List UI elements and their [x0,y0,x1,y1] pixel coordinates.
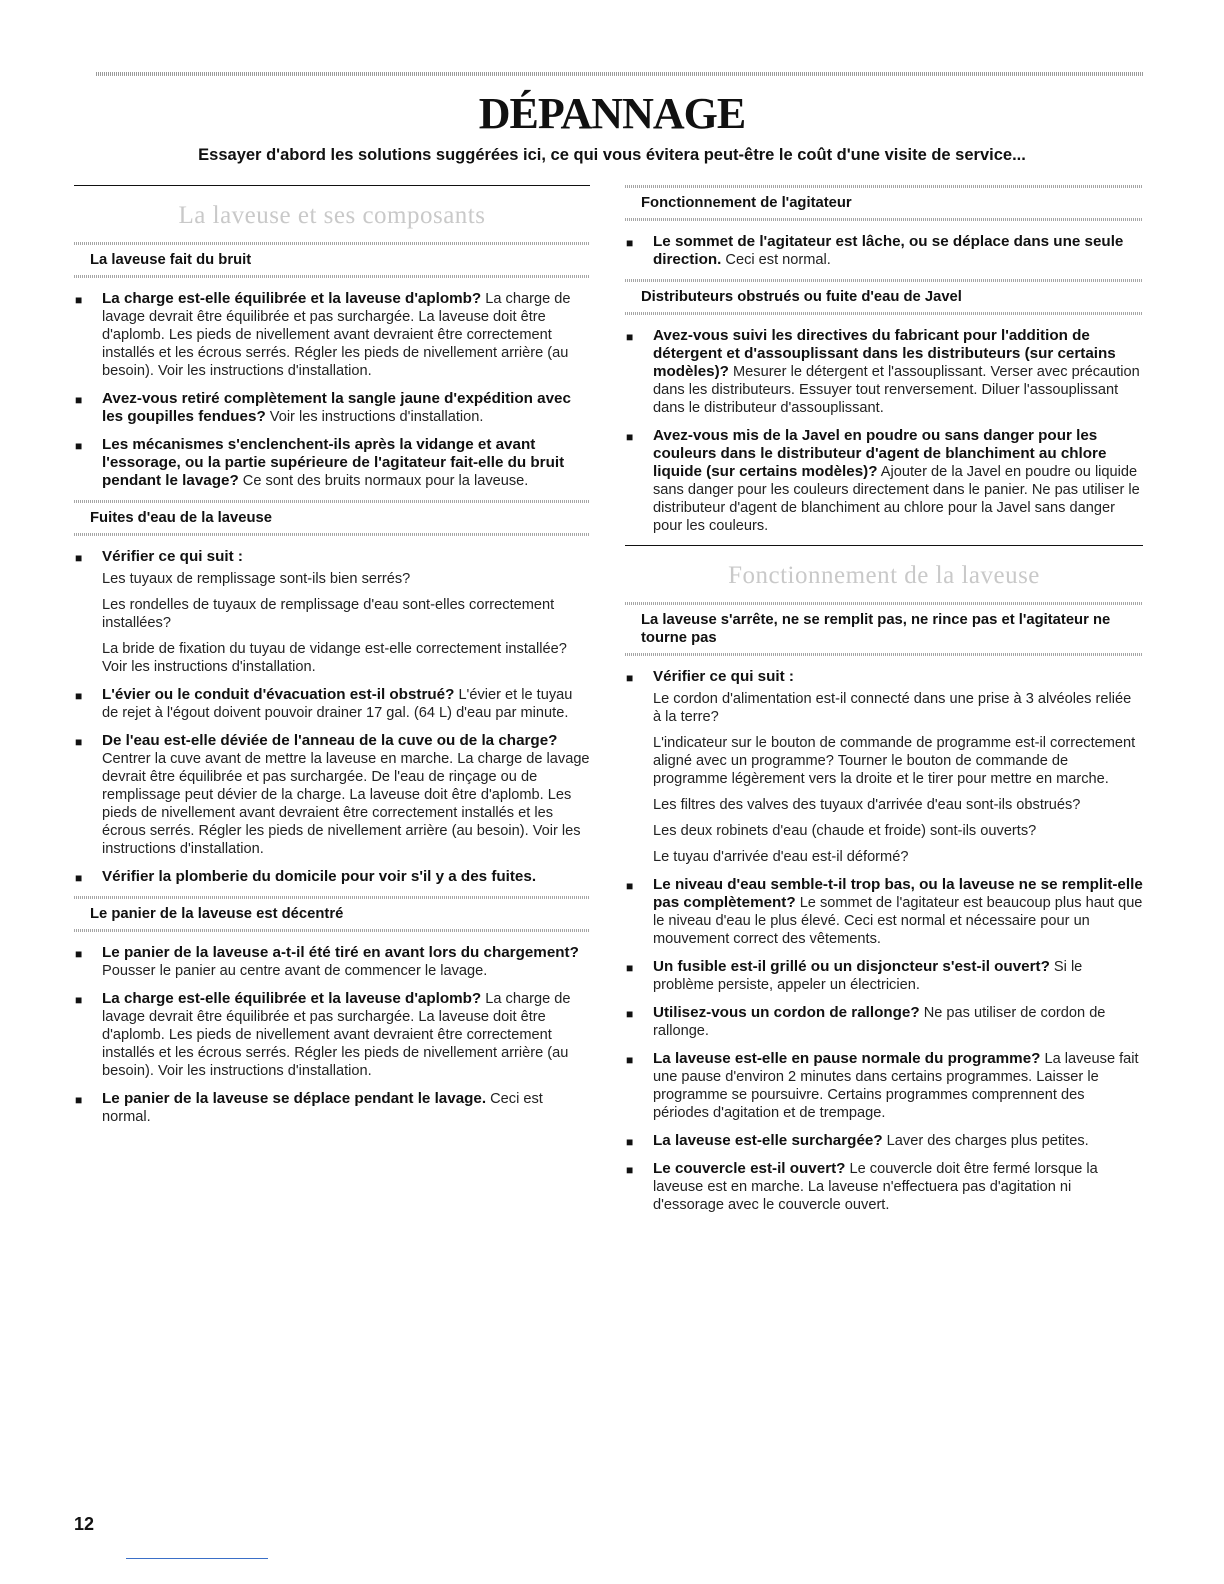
issue-heading-basket: Le panier de la laveuse est décentré [90,906,344,922]
item-answer: La charge de lavage devrait être équilibrée et pas surchargée. La laveuse doit être d'aplomb. Les pieds de nivellement avant devraient être correctement installés et les écrous serrés. Régler les pieds de nivellement arrière (au besoin). Voir les instructions d'installation. [102,291,571,379]
list-item [625,668,1143,866]
item-answer: Le couvercle doit être fermé lorsque la laveuse est en marche. La laveuse n'effectuera pas d'agitation ni d'essorage avec le couvercle ouvert. [653,1161,1098,1213]
item-answer: L'évier et le tuyau de rejet à l'égout doivent pouvoir drainer 17 gal. (64 L) d'eau par minute. [102,687,573,721]
section-rule [74,185,590,186]
check-line: La bride de fixation du tuyau de vidange est-elle correctement installée? Voir les instructions d'installation. [102,641,567,675]
check-line: Les filtres des valves des tuyaux d'arrivée d'eau sont-ils obstrués? [653,797,1081,813]
item-question: La laveuse est-elle surchargée? [653,1132,883,1149]
list-item [74,944,590,980]
check-label: Vérifier ce qui suit : [653,668,794,685]
section-rule [625,545,1143,546]
square-bullet-icon: ■ [75,439,83,453]
item-question: La charge est-elle équilibrée et la laveuse d'aplomb? [102,290,482,307]
footer-link-line [126,1558,268,1559]
item-question: Avez-vous retiré complètement la sangle jaune d'expédition avec les goupilles fendues? [102,390,571,425]
list-item [625,1050,1143,1122]
list-item [74,290,590,380]
item-answer: Si le problème persiste, appeler un électricien. [653,959,1083,993]
check-line: L'indicateur sur le bouton de commande de programme est-il correctement aligné avec un programme? Tourner le bouton de commande de programme légèrement vers la droite et le tirer pour mettre en marche. [653,735,1136,787]
item-question: Avez-vous mis de la Javel en poudre ou sans danger pour les couleurs dans le distributeur d'agent de blanchiment au chlore liquide (sur certains modèles)? [653,427,1107,480]
list-item [625,233,1143,269]
square-bullet-icon: ■ [75,551,83,565]
dotted-rule [74,929,590,932]
item-question: Le panier de la laveuse se déplace pendant le lavage. [102,1090,487,1107]
square-bullet-icon: ■ [75,871,83,885]
square-bullet-icon: ■ [626,330,634,344]
item-answer: Laver des charges plus petites. [882,1133,1089,1149]
page-number: 12 [74,1514,95,1534]
item-answer: Ajouter de la Javel en poudre ou liquide sans danger pour les couleurs directement dans le panier. Ne pas utiliser le distributeur d'agent de blanchiment au chlore pour la Javel sans danger pour les couleurs. [653,464,1140,534]
item-answer: Ne pas utiliser de cordon de rallonge. [653,1005,1106,1039]
square-bullet-icon: ■ [75,947,83,961]
check-label: Vérifier ce qui suit : [102,548,243,565]
square-bullet-icon: ■ [626,1053,634,1067]
right-column [625,185,1143,1224]
list-item [74,1090,590,1126]
top-dotted-rule [96,72,1144,76]
list-item [74,732,590,858]
dotted-rule [74,275,590,278]
square-bullet-icon: ■ [75,689,83,703]
list-item [74,990,590,1080]
list-item [625,1160,1143,1214]
list-item [625,958,1143,994]
check-line: Les deux robinets d'eau (chaude et froide) sont-ils ouverts? [653,823,1037,839]
item-answer: La laveuse fait une pause d'environ 2 minutes dans certains programmes. Laisser le programme se poursuivre. Certains programmes comprennent des périodes d'agitation et de trempage. [653,1051,1139,1121]
item-question: Vérifier la plomberie du domicile pour voir s'il y a des fuites. [102,868,537,885]
left-column [74,185,590,1136]
basket-list [74,944,590,1126]
item-question: Avez-vous suivi les directives du fabricant pour l'addition de détergent et d'assouplissant dans les distributeurs (sur certains modèles)? [653,327,1116,380]
check-line: Les tuyaux de remplissage sont-ils bien serrés? [102,571,411,587]
square-bullet-icon: ■ [626,961,634,975]
item-answer: Pousser le panier au centre avant de commencer le lavage. [102,963,488,979]
dispensers-list [625,327,1143,535]
section-title-components: La laveuse et ses composants [178,202,486,229]
item-answer: Mesurer le détergent et l'assouplissant. Verser avec précaution dans les distributeurs. Essuyer tout renversement. Diluer l'assouplissant dans le distributeur d'assouplissant. [653,364,1140,416]
item-question: Utilisez-vous un cordon de rallonge? [653,1004,920,1021]
item-question: De l'eau est-elle déviée de l'anneau de la cuve ou de la charge? [102,732,558,749]
square-bullet-icon: ■ [626,1007,634,1021]
list-item [74,436,590,490]
issue-heading-stops: La laveuse s'arrête, ne se remplit pas, ne rince pas et l'agitateur ne tourne pas [641,612,1111,646]
check-line: Le tuyau d'arrivée d'eau est-il déformé? [653,849,909,865]
page-title: DÉPANNAGE [478,89,746,138]
list-item [625,876,1143,948]
issue-heading-leaks: Fuites d'eau de la laveuse [90,510,272,526]
item-answer: La charge de lavage devrait être équilibrée et pas surchargée. La laveuse doit être d'aplomb. Les pieds de nivellement avant devraient être correctement installés et les écrous serrés. Régler les pieds de nivellement arrière (au besoin). Voir les instructions d'installation. [102,991,571,1079]
square-bullet-icon: ■ [626,430,634,444]
square-bullet-icon: ■ [626,236,634,250]
dotted-rule [625,218,1143,221]
item-question: Les mécanismes s'enclenchent-ils après la vidange et avant l'essorage, ou la partie supérieure de l'agitateur fait-elle du bruit pendant le lavage? [102,436,565,489]
square-bullet-icon: ■ [75,293,83,307]
item-question: La laveuse est-elle en pause normale du programme? [653,1050,1041,1067]
page-subtitle: Essayer d'abord les solutions suggérées ici, ce qui vous évitera peut-être le coût d'une visite de service... [198,146,1026,164]
dotted-rule [625,312,1143,315]
item-question: Un fusible est-il grillé ou un disjoncteur s'est-il ouvert? [653,958,1050,975]
item-answer: Ce sont des bruits normaux pour la laveuse. [238,473,529,489]
list-item [74,548,590,676]
issue-heading-dispensers: Distributeurs obstrués ou fuite d'eau de Javel [641,289,962,305]
item-answer: Voir les instructions d'installation. [265,409,484,425]
square-bullet-icon: ■ [75,993,83,1007]
square-bullet-icon: ■ [626,879,634,893]
square-bullet-icon: ■ [626,1135,634,1149]
item-question: L'évier ou le conduit d'évacuation est-il obstrué? [102,686,455,703]
square-bullet-icon: ■ [626,1163,634,1177]
item-question: Le panier de la laveuse a-t-il été tiré en avant lors du chargement? [102,944,579,961]
item-answer: Le sommet de l'agitateur est beaucoup plus haut que le niveau d'eau le plus élevé. Ceci est normal et nécessaire pour un mouvement correct des vêtements. [653,895,1143,947]
list-item [74,390,590,426]
section-title-operation: Fonctionnement de la laveuse [728,562,1040,589]
item-answer: Centrer la cuve avant de mettre la laveuse en marche. La charge de lavage devrait être équilibrée et pas surchargée. De l'eau de rinçage ou de remplissage peut dévier de la charge. La laveuse doit être d'aplomb. Les pieds de nivellement avant devraient être correctement installés et les écrous serrés. Régler les pieds de nivellement arrière (au besoin). Voir les instructions d'installation. [102,751,590,857]
list-item [625,427,1143,535]
issue-heading-noise: La laveuse fait du bruit [90,252,252,268]
dotted-rule [74,533,590,536]
noise-list [74,290,590,490]
item-answer: Ceci est normal. [721,252,831,268]
stops-list [625,668,1143,1214]
list-item [74,686,590,722]
item-question: Le couvercle est-il ouvert? [653,1160,846,1177]
item-question: La charge est-elle équilibrée et la laveuse d'aplomb? [102,990,482,1007]
item-question: Le sommet de l'agitateur est lâche, ou se déplace dans une seule direction. [653,233,1124,268]
leaks-list [74,548,590,886]
list-item [625,1132,1143,1150]
check-line: Le cordon d'alimentation est-il connecté dans une prise à 3 alvéoles reliée à la terre? [653,691,1132,725]
check-line: Les rondelles de tuyaux de remplissage d'eau sont-elles correctement installées? [102,597,555,631]
list-item [625,1004,1143,1040]
issue-heading-agitator: Fonctionnement de l'agitateur [641,195,852,211]
list-item [74,868,590,886]
item-answer: Ceci est normal. [102,1091,543,1125]
agitator-list [625,233,1143,269]
dotted-rule [625,653,1143,656]
square-bullet-icon: ■ [75,735,83,749]
square-bullet-icon: ■ [75,1093,83,1107]
square-bullet-icon: ■ [626,671,634,685]
list-item [625,327,1143,417]
square-bullet-icon: ■ [75,393,83,407]
item-question: Le niveau d'eau semble-t-il trop bas, ou la laveuse ne se remplit-elle pas complètement? [653,876,1143,911]
